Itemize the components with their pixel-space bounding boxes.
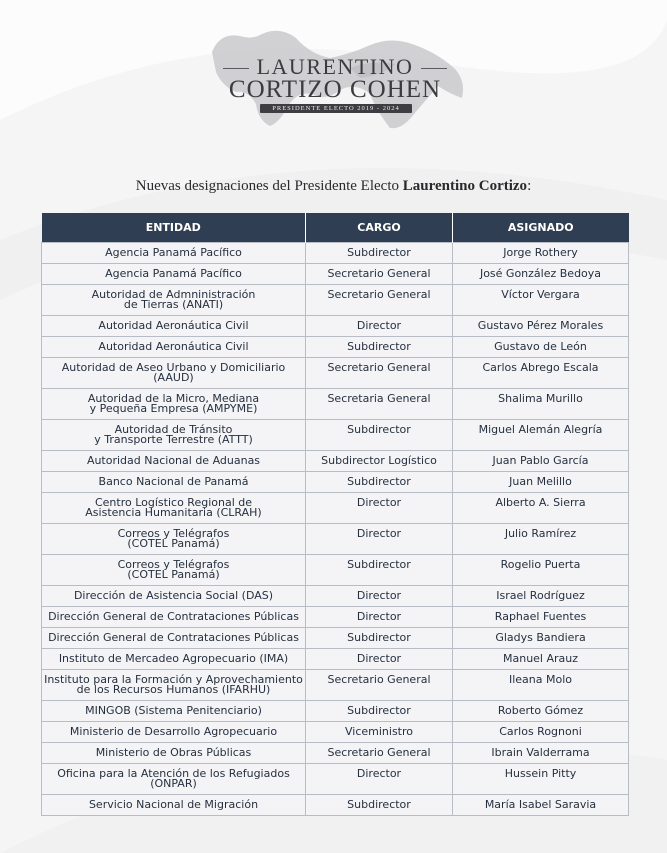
table-row (42, 337, 629, 358)
table-row (42, 472, 629, 493)
cell-asignado: Ibrain Valderrama (453, 743, 629, 764)
table-row (42, 701, 629, 722)
entidad-line: (AAUD) (153, 371, 194, 384)
cell-asignado: Manuel Arauz (453, 649, 629, 670)
cell-asignado: Juan Melillo (453, 472, 629, 493)
header-cargo: CARGO (306, 213, 453, 243)
cell-entidad (42, 472, 306, 493)
cell-asignado: Carlos Abrego Escala (453, 358, 629, 389)
cell-cargo: Secretaria General (306, 389, 453, 420)
cell-cargo: Secretario General (306, 358, 453, 389)
cell-cargo: Subdirector (306, 420, 453, 451)
cell-asignado: Israel Rodríguez (453, 586, 629, 607)
table-row (42, 764, 629, 795)
entidad-line: de Tierras (ANATI) (123, 298, 224, 311)
header-asignado: ASIGNADO (453, 213, 629, 243)
logo-subtitle: PRESIDENTE ELECTO 2019 - 2024 (260, 104, 412, 113)
entidad-line: Agencia Panamá Pacífico (105, 246, 242, 259)
table-row (42, 555, 629, 586)
table-row (42, 316, 629, 337)
cell-asignado: Juan Pablo García (453, 451, 629, 472)
header-entidad: ENTIDAD (42, 213, 306, 243)
cell-entidad (42, 264, 306, 285)
entidad-line: Banco Nacional de Panamá (98, 475, 249, 488)
entidad-line: Autoridad de la Micro, Mediana (87, 392, 260, 405)
cell-cargo: Subdirector (306, 795, 453, 816)
table-row (42, 628, 629, 649)
entidad-line: Instituto de Mercadeo Agropecuario (IMA) (58, 652, 289, 665)
table-row (42, 607, 629, 628)
entidad-line: y Transporte Terrestre (ATTT) (94, 433, 253, 446)
cell-cargo: Director (306, 607, 453, 628)
cell-asignado: Carlos Rognoni (453, 722, 629, 743)
cell-entidad (42, 649, 306, 670)
logo-first-name: LAURENTINO (200, 54, 470, 80)
entidad-line: Oficina para la Atención de los Refugiados (57, 767, 290, 780)
cell-asignado: Gustavo Pérez Morales (453, 316, 629, 337)
entidad-line: (COTEL Panamá) (127, 537, 220, 550)
cell-entidad (42, 243, 306, 264)
table-row (42, 243, 629, 264)
cell-cargo: Director (306, 649, 453, 670)
cell-entidad (42, 670, 306, 701)
cell-asignado: Roberto Gómez (453, 701, 629, 722)
entidad-line: Autoridad Aeronáutica Civil (98, 319, 249, 332)
cell-cargo: Director (306, 316, 453, 337)
cell-cargo: Subdirector (306, 555, 453, 586)
cell-asignado: Raphael Fuentes (453, 607, 629, 628)
cell-asignado: María Isabel Saravia (453, 795, 629, 816)
table-row (42, 264, 629, 285)
cell-entidad (42, 607, 306, 628)
cell-entidad (42, 337, 306, 358)
cell-asignado: Rogelio Puerta (453, 555, 629, 586)
table-row (42, 524, 629, 555)
logo-last-name: CORTIZO COHEN (228, 76, 442, 103)
cell-entidad (42, 743, 306, 764)
entidad-line: Dirección General de Contrataciones Públicas (48, 610, 299, 623)
cell-cargo: Subdirector (306, 243, 453, 264)
cell-entidad (42, 795, 306, 816)
entidad-line: Autoridad Aeronáutica Civil (98, 340, 249, 353)
cell-asignado: Ileana Molo (453, 670, 629, 701)
table-row (42, 493, 629, 524)
entidad-line: (COTEL Panamá) (127, 568, 220, 581)
entidad-line: Ministerio de Desarrollo Agropecuario (69, 725, 278, 738)
cell-entidad (42, 764, 306, 795)
entidad-line: Correos y Telégrafos (117, 527, 230, 540)
entidad-line: Correos y Telégrafos (117, 558, 230, 571)
table-row (42, 451, 629, 472)
table-row (42, 285, 629, 316)
entidad-line: Ministerio de Obras Públicas (95, 746, 252, 759)
cell-cargo: Subdirector (306, 337, 453, 358)
cell-cargo: Secretario General (306, 670, 453, 701)
cell-entidad (42, 628, 306, 649)
cell-cargo: Secretario General (306, 743, 453, 764)
cell-cargo: Subdirector (306, 628, 453, 649)
entidad-line: (ONPAR) (150, 777, 197, 790)
cell-entidad (42, 586, 306, 607)
cell-asignado: Shalima Murillo (453, 389, 629, 420)
table-row (42, 420, 629, 451)
cell-asignado: Gustavo de León (453, 337, 629, 358)
cell-asignado: Hussein Pitty (453, 764, 629, 795)
cell-entidad (42, 555, 306, 586)
table-row (42, 358, 629, 389)
designations-table (41, 213, 629, 816)
cell-cargo: Subdirector Logístico (306, 451, 453, 472)
table-row (42, 743, 629, 764)
entidad-line: Autoridad Nacional de Aduanas (86, 454, 261, 467)
table-row (42, 795, 629, 816)
heading-name: Laurentino Cortizo (402, 178, 528, 194)
cell-entidad (42, 316, 306, 337)
cell-cargo: Director (306, 764, 453, 795)
table-row (42, 586, 629, 607)
entidad-line: Autoridad de Admninistración (91, 288, 256, 301)
cell-entidad (42, 420, 306, 451)
cell-entidad (42, 524, 306, 555)
entidad-line: Autoridad de Aseo Urbano y Domiciliario (61, 361, 286, 374)
cell-entidad (42, 701, 306, 722)
entidad-line: Asistencia Humanitaria (CLRAH) (85, 506, 262, 519)
table-row (42, 670, 629, 701)
cell-entidad (42, 722, 306, 743)
table-row (42, 389, 629, 420)
table-row (42, 649, 629, 670)
cell-cargo: Secretario General (306, 285, 453, 316)
cell-entidad (42, 493, 306, 524)
cell-asignado: Miguel Alemán Alegría (453, 420, 629, 451)
cell-asignado: Jorge Rothery (453, 243, 629, 264)
entidad-line: Autoridad de Tránsito (114, 423, 233, 436)
cell-asignado: Víctor Vergara (453, 285, 629, 316)
entidad-line: Centro Logístico Regional de (94, 496, 253, 509)
cell-entidad (42, 285, 306, 316)
entidad-line: y Pequeña Empresa (AMPYME) (89, 402, 258, 415)
entidad-line: MINGOB (Sistema Penitenciario) (85, 704, 262, 717)
entidad-line: de los Recursos Humanos (IFARHU) (76, 683, 271, 696)
cell-cargo: Viceministro (306, 722, 453, 743)
cell-asignado: Julio Ramírez (453, 524, 629, 555)
cell-cargo: Subdirector (306, 472, 453, 493)
cell-cargo: Director (306, 524, 453, 555)
cell-cargo: Director (306, 586, 453, 607)
cell-entidad (42, 389, 306, 420)
cell-asignado: José González Bedoya (453, 264, 629, 285)
table-header-row (42, 213, 629, 243)
heading-prefix: Nuevas designaciones del Presidente Electo (135, 178, 403, 194)
entidad-line: Agencia Panamá Pacífico (105, 267, 242, 280)
table-row (42, 722, 629, 743)
cell-asignado: Gladys Bandiera (453, 628, 629, 649)
entidad-line: Dirección General de Contrataciones Públicas (48, 631, 299, 644)
entidad-line: Servicio Nacional de Migración (88, 798, 259, 811)
entidad-line: Instituto para la Formación y Aprovechamiento (44, 673, 303, 686)
logo (200, 24, 470, 144)
page-heading (0, 178, 667, 195)
entidad-line: Dirección de Asistencia Social (DAS) (73, 589, 274, 602)
cell-entidad (42, 358, 306, 389)
cell-cargo: Secretario General (306, 264, 453, 285)
heading-suffix: : (527, 178, 532, 194)
cell-entidad (42, 451, 306, 472)
cell-cargo: Subdirector (306, 701, 453, 722)
cell-cargo: Director (306, 493, 453, 524)
cell-asignado: Alberto A. Sierra (453, 493, 629, 524)
